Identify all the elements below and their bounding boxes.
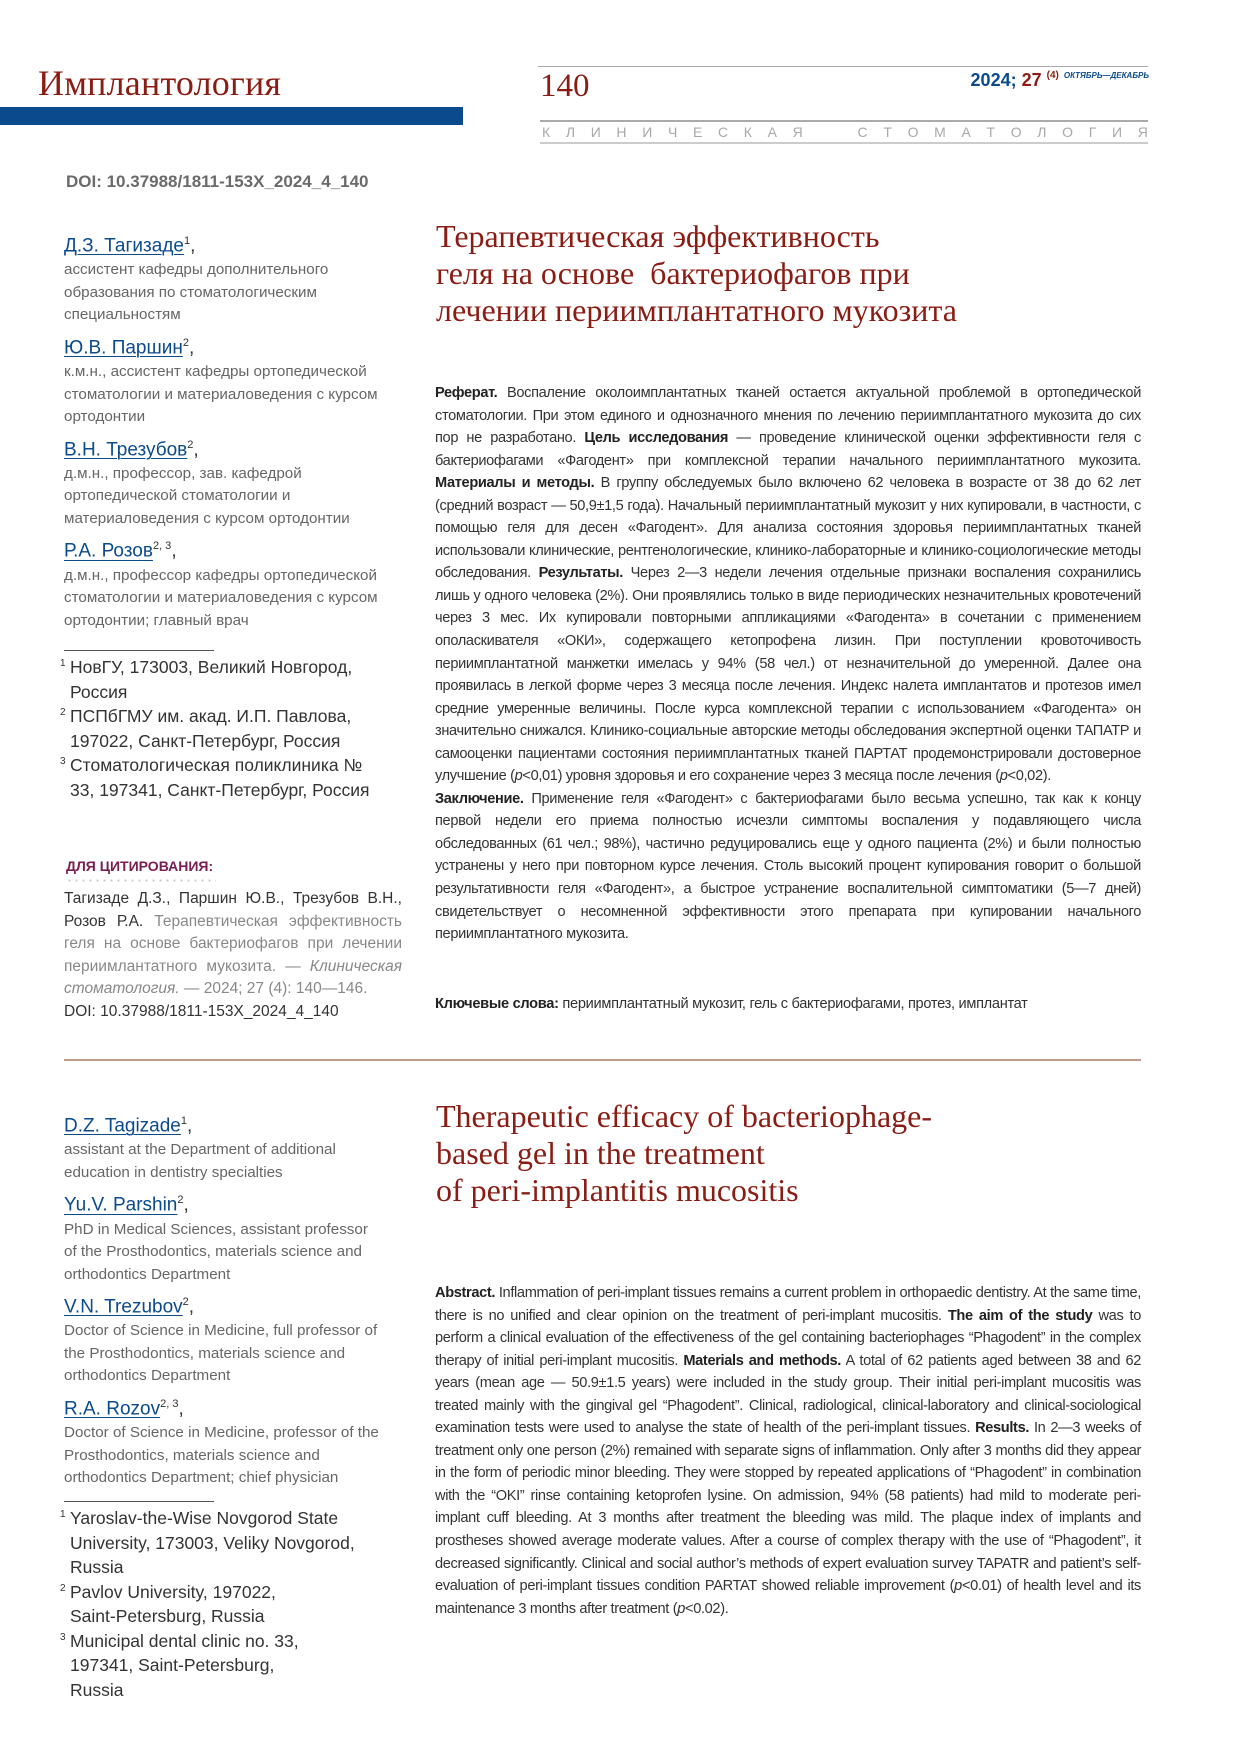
header-rule (540, 142, 1148, 144)
affiliation: 3 Стоматологическая поликлиника № 33, 197341, Санкт-Петербург, Россия (60, 755, 370, 800)
abstract-en: Abstract. Inflammation of peri-implant tissues remains a current problem in orthopaedic dentistry. At the same time, there is no unified and clear opinion on the treatment of peri-implant mucositis. The aim of the study was to perform a clinical evaluation of the effectiveness of the gel containing bacteriophages “Phagodent” in the complex therapy of initial peri-implant mucositis. Materials and methods. A total of 62 patients aged between 38 and 62 years (mean age — 50.9±1.5 years) were included in the study group. Their initial peri-implant mucositis was treated mainly with the gingival gel “Phagodent”. Clinical, radiological, clinical-laboratory and clinical-sociological examination tests were used to analyse the state of health of the peri-implant tissues. Results. In 2—3 weeks of treatment only one person (2%) remained with separate signs of inflammation. Only after 3 months did they appear in the form of periodic minor bleeding. They were stopped by repeated applications of “Phagodent” in combination with the “OKI” rinse containing ketoprofen lysine. On admission, 94% (58 patients) had mild to moderate peri-implant cuff bleeding. At 3 months after treatment the bleeding was mild. The plaque index of implants and prostheses showed average moderate values. After a course of complex therapy with the use of “Phagodent”, it decreased significantly. Clinical and social author’s methods of expert evaluation survey TAPATR and patient’s self-evaluation of peri-implant tissues condition PARTAT showed reliable improvement (p<0.01) of health level and its maintenance 3 months after treatment (p<0.02). (435, 1285, 1142, 1617)
article-title-en: Therapeutic efficacy of bacteriophage- based gel in the treatment of peri-implantitis mucositis (436, 1098, 932, 1208)
author-name[interactable]: Д.З. Тагизаде$^1$, (64, 235, 196, 257)
doi-link[interactable]: DOI: 10.37988/1811-153X_2024_4_140 (66, 172, 369, 191)
author-name[interactable]: В.Н. Трезубов$^2$, (64, 438, 199, 460)
affiliation: 2 ПСПбГМУ им. акад. И.П. Павлова, 197022, Санкт-Петербург, Россия (60, 706, 352, 751)
abstract-ru: Реферат. Воспаление околоимплантатных тканей остается актуальной проблемой в ортопедической стоматологии. При этом единого и однозначного мнения по лечению периимплантатного мукозита до сих пор не разработано. Цель исследования — проведение клинической оценки эффективности геля с бактериофагами «Фагодент» при комплексной терапии начального периимплантатного мукозита. Материалы и методы. В группу обследуемых было включено 62 человека в возрасте от 38 до 62 лет (средний возраст — 50,9±1,5 года). Начальный периимплантатный мукозит у них купировали, в частности, с помощью геля для десен «Фагодент». Для анализа состояния здоровья периимплантатных тканей использовали клинические, рентгенологические, клинико-лабораторные и клинико-социологические методы обследования. Результаты. Через 2—3 недели лечения отдельные признаки воспаления сохранились лишь у одного человека (2%). Они проявлялись только в виде периодических незначительных кровотечений через 3 мес. Их купировали повторными аппликациями «Фагодента» в сочетании с применением ополаскивателя «ОКИ», содержащего кетопрофена лизин. При поступлении кровоточивость периимплантатной манжетки имелась у 94% (58 чел.) от незначительной до умеренной. Далее она проявилась в легкой форме через 3 месяца после лечения. Индекс налета имплантатов и протезов имел средние умеренные величины. После курса комплексной терапии с использованием «Фагодента» он значительно снижался. Клинико-социальные авторские методы обследования экспертной оценки ТАПАТР и самооценки пациентами состояния периимплантатных тканей ПАРТАТ продемонстрировали достоверное улучшение (p<0,01) уровня здоровья и его сохранение через 3 месяца после лечения (p<0,02). Заключение. Применение геля «Фагодент» с бактериофагами было весьма успешно, так как к концу первой недели его приема полностью исчезли симптомы воспаления у подавляющего числа обследованных (61 чел.; 98%), частично редуцировались еще у одного пациента (2%) и были полностью устранены у него при повторном курсе лечения. Столь высокий процент купирования говорит о большой результативности геля «Фагодент», а быстрое устранение воспалительной симптоматики (5—7 дней) свидетельствует о несомненной эффективности этого препарата при купировании начального периимплантатного мукозита. (435, 385, 1142, 943)
page-number: 140 (540, 68, 590, 104)
author-name[interactable]: Yu.V. Parshin$^2$, (64, 1194, 189, 1216)
affiliation: 1 Yaroslav-the-Wise Novgorod State University, 173003, Veliky Novgorod, Russia (60, 1508, 355, 1577)
affiliation: 3 Municipal dental clinic no. 33, 197341, Saint-Petersburg, Russia (60, 1630, 299, 1700)
author-affiliation: ассистент кафедры дополнительного образования по стоматологическим специальностям (64, 261, 329, 324)
issue-volume: 27 (1021, 70, 1042, 90)
section-divider (64, 1059, 1141, 1061)
section-bar (0, 107, 463, 125)
section-title: Имплантология (38, 63, 282, 103)
footnote-rule (64, 650, 214, 651)
authors-ru (64, 228, 414, 635)
author-affiliation: д.м.н., профессор кафедры ортопедической стоматологии и материаловедения с курсом ортодонтии; главный врач (64, 566, 378, 629)
citation: Тагизаде Д.З., Паршин Ю.В., Трезубов В.Н., Розов Р.А. Терапевтическая эффективность геля на основе бактериофагов при лечении периимлантатного мукозита. — Клиническая стоматология. — 2024; 27 (4): 140—146. DOI: 10.37988/1811-153X_2024_4_140 (64, 888, 402, 1023)
affiliations-en (60, 1506, 380, 1702)
citation-dots (66, 879, 216, 882)
author-name[interactable]: V.N. Trezubov$^2$, (64, 1296, 195, 1318)
issue-months: ОКТЯБРЬ—ДЕКАБРЬ (1063, 71, 1149, 80)
header-rule (540, 120, 1148, 122)
footnote-rule (64, 1501, 214, 1502)
authors-en (64, 1108, 414, 1493)
affiliation: 1 НовГУ, 173003, Великий Новгород, Россия (60, 657, 353, 702)
journal-name: К Л И Н И Ч Е С К А Я С Т О М А Т О Л О Г И Я (542, 124, 1148, 140)
issue-number: (4) (1046, 70, 1059, 81)
author-name[interactable]: R.A. Rozov$^{2, 3}$, (64, 1397, 184, 1420)
issue-info (971, 70, 1149, 91)
citation-doi[interactable]: DOI: 10.37988/1811-153X_2024_4_140 (64, 1002, 339, 1020)
keywords-ru: Ключевые слова: периимплантатный мукозит, гель с бактериофагами, протез, имплантат (435, 996, 1028, 1012)
article-title-ru: Терапевтическая эффективность геля на основе бактериофагов при лечении периимплантатного мукозита (436, 218, 957, 328)
issue-year: 2024; (970, 70, 1017, 90)
author-affiliation: PhD in Medical Sciences, assistant professor of the Prosthodontics, materials science and orthodontics Department (64, 1220, 368, 1283)
author-name[interactable]: Ю.В. Паршин$^2$, (64, 336, 195, 359)
author-affiliation: к.м.н., ассистент кафедры ортопедической стоматологии и материаловедения с курсом ортодонтии (64, 363, 378, 426)
citation-label: ДЛЯ ЦИТИРОВАНИЯ: (66, 858, 214, 874)
author-affiliation: Doctor of Science in Medicine, full professor of the Prosthodontics, materials science and orthodontics Department (64, 1322, 378, 1385)
affiliation: 2 Pavlov University, 197022, Saint-Petersburg, Russia (60, 1581, 276, 1626)
author-affiliation: д.м.н., профессор, зав. кафедрой ортопедической стоматологии и материаловедения с курсом ортодонтии (64, 464, 350, 527)
affiliations-ru (60, 655, 390, 802)
author-name[interactable]: D.Z. Tagizade$^1$, (64, 1115, 193, 1137)
author-affiliation: assistant at the Department of additional education in dentistry specialties (64, 1141, 336, 1181)
author-name[interactable]: Р.А. Розов$^{2, 3}$, (64, 540, 177, 562)
author-affiliation: Doctor of Science in Medicine, professor of the Prosthodontics, materials science and orthodontics Department; chief physician (64, 1424, 379, 1487)
header-rule (538, 66, 1148, 67)
